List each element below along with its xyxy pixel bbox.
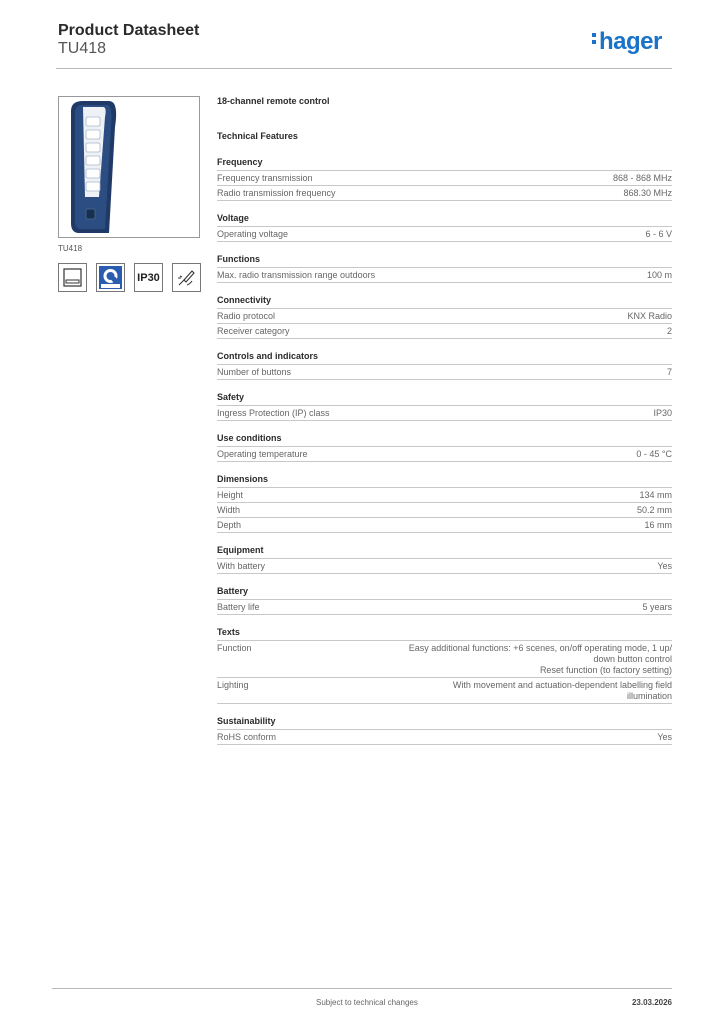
spec-section-title: Controls and indicators — [217, 350, 672, 365]
brand-logo — [592, 28, 662, 56]
spec-section-title: Frequency — [217, 156, 672, 171]
spec-section — [217, 294, 672, 339]
spec-label: Radio protocol — [217, 311, 276, 321]
spec-section — [217, 715, 672, 745]
spec-label: Ingress Protection (IP) class — [217, 408, 330, 418]
spec-sections — [217, 156, 672, 745]
spec-row — [217, 227, 672, 242]
spec-row — [217, 641, 672, 678]
header-title: Product Datasheet — [58, 22, 200, 39]
ip-rating-label: IP30 — [137, 271, 160, 284]
spec-value: 7 — [666, 367, 672, 377]
spec-row — [217, 186, 672, 201]
spec-value: Yes — [657, 732, 672, 742]
spec-label: Frequency transmission — [217, 173, 313, 183]
spec-section — [217, 544, 672, 574]
remote-control-icon — [59, 97, 199, 237]
spec-row — [217, 559, 672, 574]
spec-row — [217, 600, 672, 615]
footer-date: 23.03.2026 — [631, 998, 672, 1007]
spec-section-title: Voltage — [217, 212, 672, 227]
spec-value: Yes — [657, 561, 672, 571]
spec-value: 6 - 6 V — [645, 229, 672, 239]
technical-features-title: Technical Features — [217, 131, 298, 141]
spec-section — [217, 432, 672, 462]
spec-label: Lighting — [217, 680, 249, 690]
certification-icons — [58, 263, 201, 292]
spec-section — [217, 626, 672, 704]
spec-value: Easy additional functions: +6 scenes, on/off operating mode, 1 up/ down button control Reset function (to factory setting) — [408, 643, 672, 675]
footer-divider — [52, 988, 672, 989]
spec-section-title: Battery — [217, 585, 672, 600]
spec-section — [217, 212, 672, 242]
footer-note: Subject to technical changes — [316, 998, 418, 1007]
spec-value: With movement and actuation-dependent labelling field illumination — [452, 680, 672, 701]
spec-value: 868 - 868 MHz — [612, 173, 672, 183]
spec-label: With battery — [217, 561, 266, 571]
spec-section-title: Safety — [217, 391, 672, 406]
spec-label: Number of buttons — [217, 367, 292, 377]
spec-row — [217, 171, 672, 186]
spec-label: RoHS conform — [217, 732, 277, 742]
spec-label: Radio transmission frequency — [217, 188, 336, 198]
ip-rating-icon — [134, 263, 163, 292]
brand-name: hager — [599, 28, 662, 55]
spec-row — [217, 503, 672, 518]
spec-label: Height — [217, 490, 244, 500]
spec-section — [217, 391, 672, 421]
spec-section-title: Equipment — [217, 544, 672, 559]
quality-mark-icon — [96, 263, 125, 292]
spec-row — [217, 268, 672, 283]
spec-row — [217, 518, 672, 533]
spec-value: KNX Radio — [627, 311, 672, 321]
spec-section-title: Connectivity — [217, 294, 672, 309]
spec-section-title: Functions — [217, 253, 672, 268]
logo-dots-icon — [592, 33, 596, 47]
product-image-caption: TU418 — [58, 244, 83, 253]
hand-tool-icon — [172, 263, 201, 292]
spec-section-title: Use conditions — [217, 432, 672, 447]
spec-label: Function — [217, 643, 252, 653]
spec-row — [217, 730, 672, 745]
spec-value: 868.30 MHz — [623, 188, 672, 198]
spec-section — [217, 473, 672, 533]
spec-label: Receiver category — [217, 326, 290, 336]
spec-row — [217, 324, 672, 339]
spec-value: 0 - 45 °C — [636, 449, 672, 459]
spec-label: Depth — [217, 520, 242, 530]
flush-box-icon — [58, 263, 87, 292]
spec-section — [217, 350, 672, 380]
spec-value: IP30 — [653, 408, 672, 418]
spec-row — [217, 406, 672, 421]
spec-row — [217, 488, 672, 503]
spec-section-title: Sustainability — [217, 715, 672, 730]
spec-row — [217, 678, 672, 704]
spec-section-title: Texts — [217, 626, 672, 641]
spec-section — [217, 585, 672, 615]
spec-section-title: Dimensions — [217, 473, 672, 488]
header-divider — [56, 68, 672, 69]
spec-value: 100 m — [646, 270, 672, 280]
spec-value: 5 years — [642, 602, 672, 612]
product-description-title: 18-channel remote control — [217, 96, 330, 106]
spec-section — [217, 253, 672, 283]
spec-label: Width — [217, 505, 241, 515]
technical-content — [217, 96, 672, 745]
spec-label: Max. radio transmission range outdoors — [217, 270, 376, 280]
product-code: TU418 — [58, 40, 107, 57]
spec-value: 50.2 mm — [636, 505, 672, 515]
spec-value: 2 — [666, 326, 672, 336]
spec-row — [217, 447, 672, 462]
spec-section — [217, 156, 672, 201]
spec-value: 16 mm — [644, 520, 672, 530]
spec-row — [217, 309, 672, 324]
spec-label: Operating voltage — [217, 229, 289, 239]
spec-label: Battery life — [217, 602, 260, 612]
spec-row — [217, 365, 672, 380]
spec-label: Operating temperature — [217, 449, 308, 459]
spec-value: 134 mm — [639, 490, 672, 500]
product-image — [58, 96, 200, 238]
